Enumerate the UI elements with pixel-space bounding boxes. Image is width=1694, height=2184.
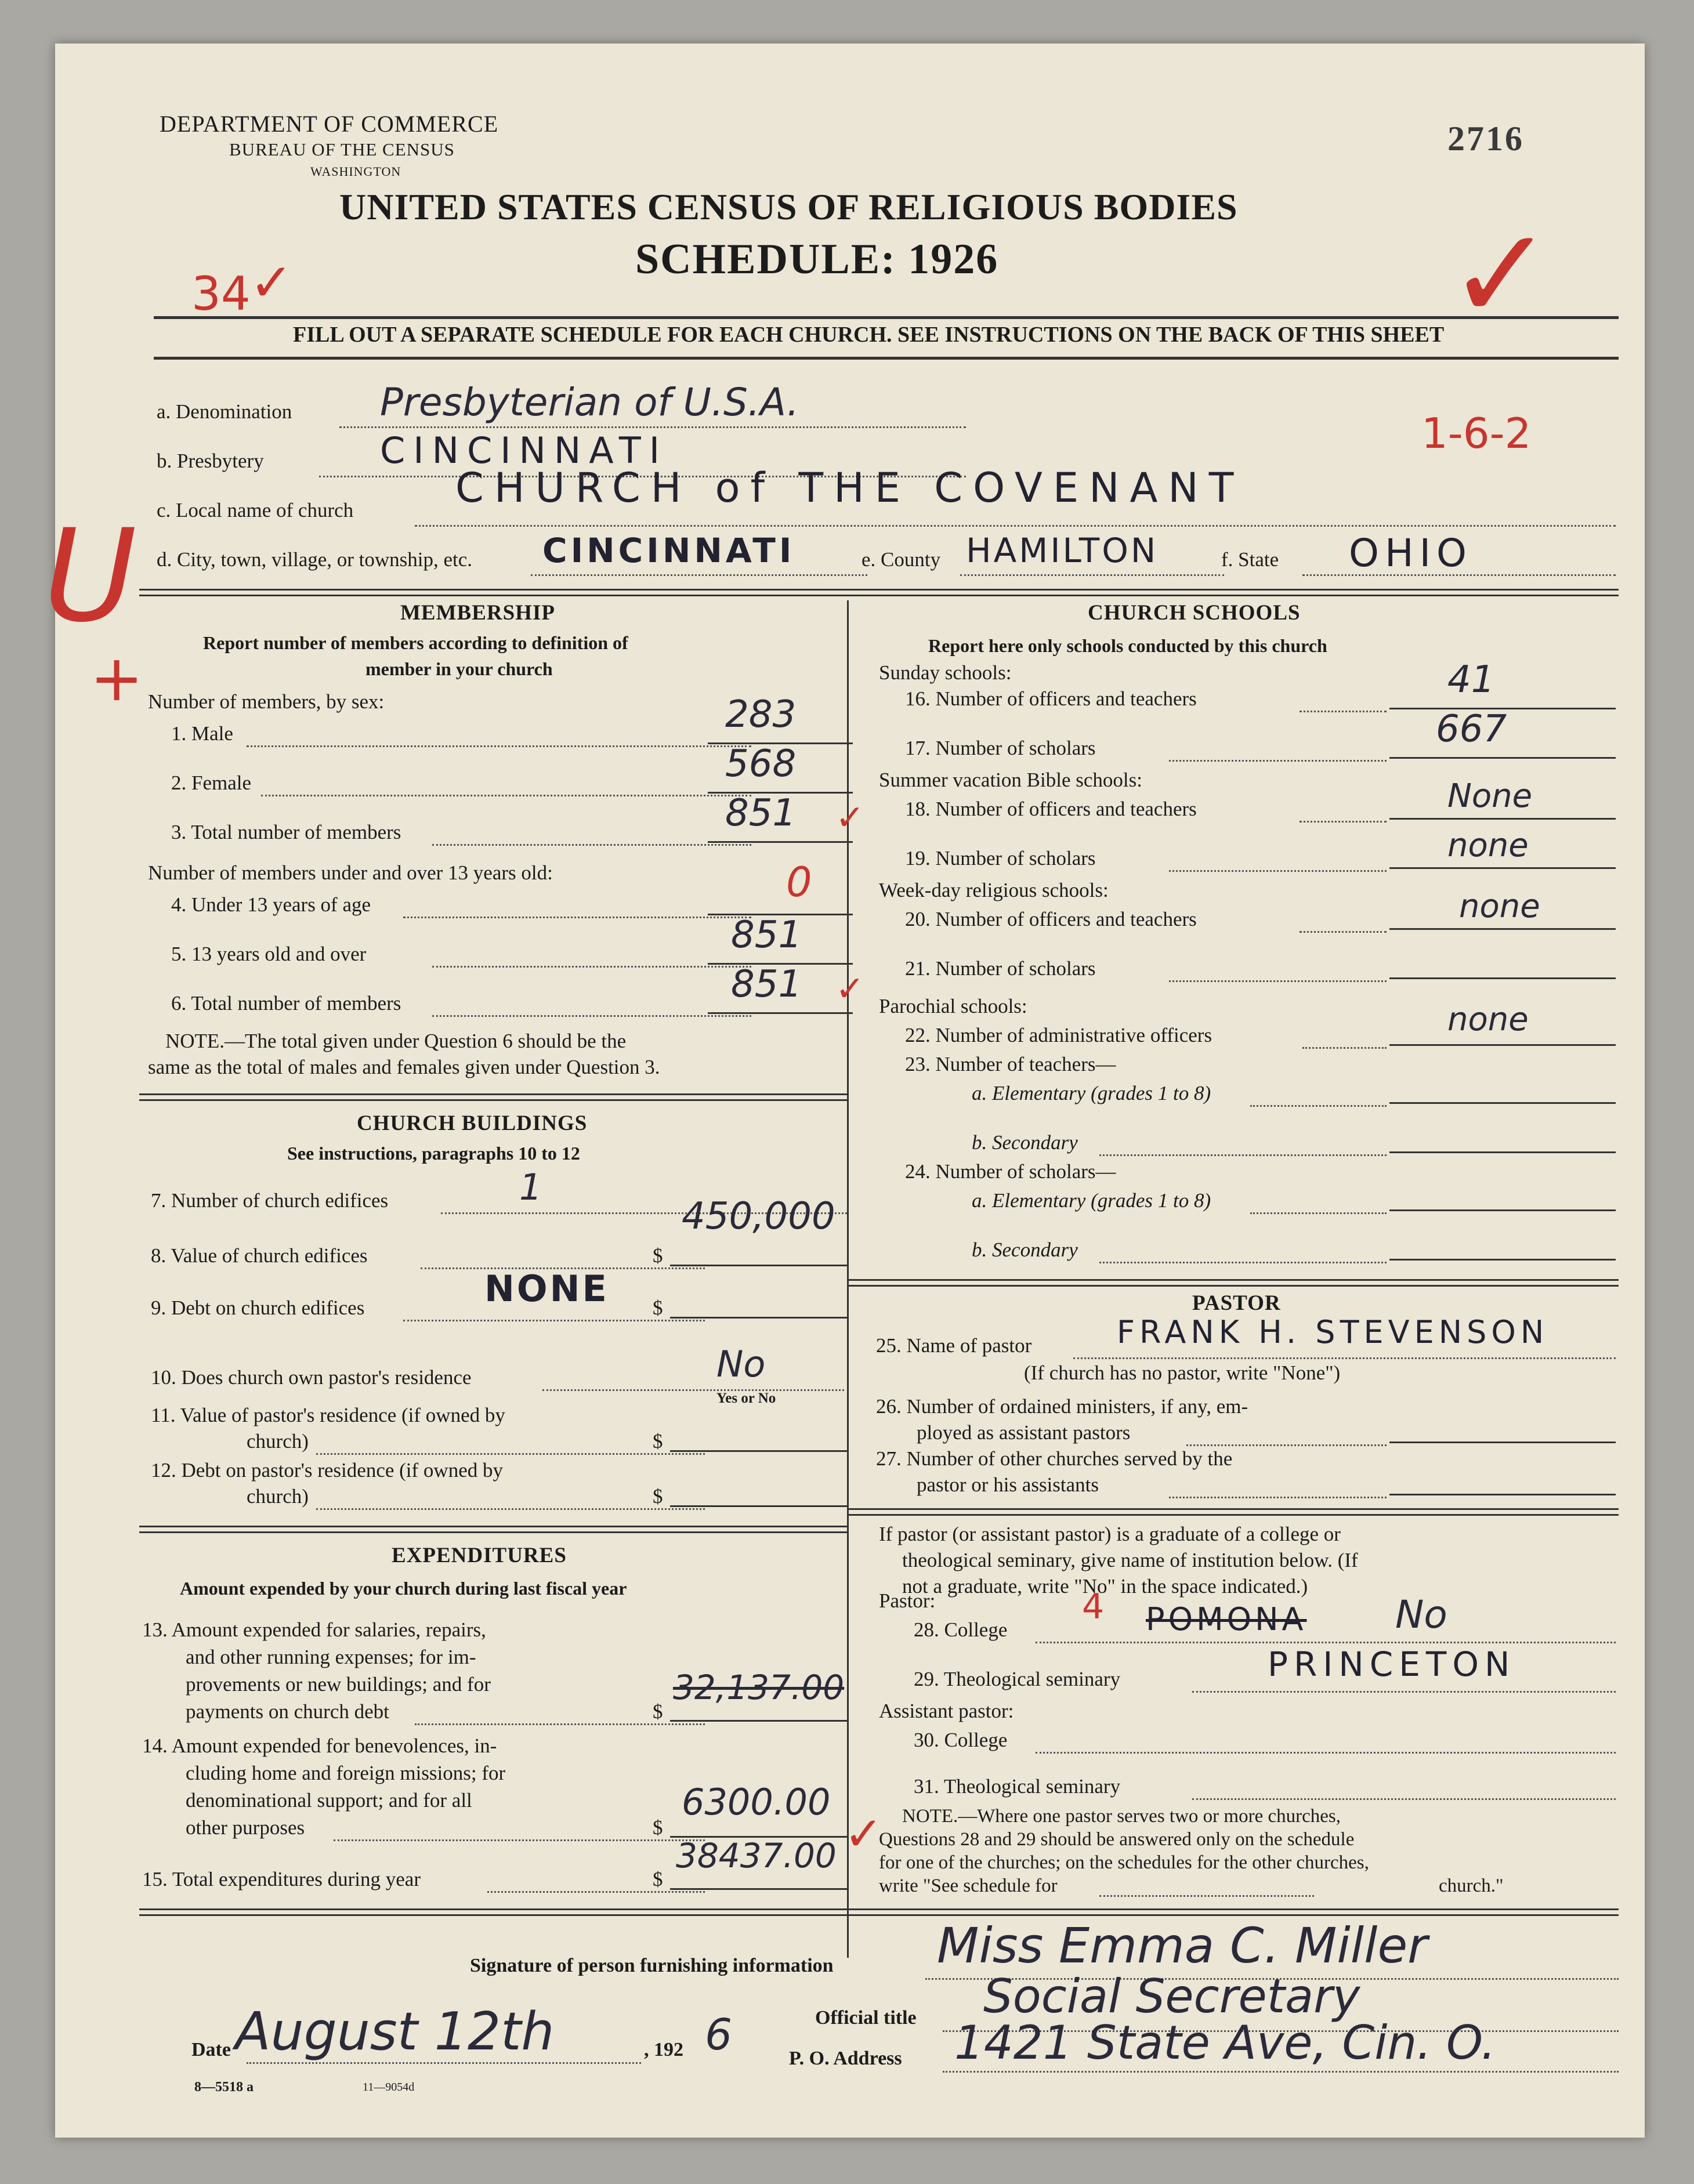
q31-label: 31. Theological seminary bbox=[914, 1775, 1121, 1798]
q14-label-2: cluding home and foreign missions; for bbox=[186, 1762, 506, 1784]
q7-value: 1 bbox=[519, 1166, 542, 1208]
red-big-check-icon: ✓ bbox=[1447, 200, 1555, 349]
q26-label-1: 26. Number of ordained ministers, if any, em- bbox=[876, 1395, 1248, 1418]
year-prefix: , 192 bbox=[644, 2039, 683, 2060]
pastor-note-2: Questions 28 and 29 should be answered only on the schedule bbox=[879, 1829, 1355, 1850]
q15-dollar: $ bbox=[653, 1868, 663, 1890]
value-denomination: Presbyterian of U.S.A. bbox=[380, 380, 799, 425]
q8-value: 450,000 bbox=[682, 1195, 835, 1238]
q16-label: 16. Number of officers and teachers bbox=[905, 687, 1197, 710]
q15-value: 38437.00 bbox=[676, 1836, 837, 1875]
form-number-1: 8—5518 a bbox=[194, 2080, 254, 2095]
members-by-sex-label: Number of members, by sex: bbox=[148, 690, 385, 713]
label-county: e. County bbox=[862, 548, 941, 571]
pastor-note-4: write "See schedule for bbox=[879, 1875, 1058, 1896]
membership-intro-2: member in your church bbox=[365, 658, 553, 679]
q13-dollar: $ bbox=[653, 1700, 663, 1723]
buildings-sub: See instructions, paragraphs 10 to 12 bbox=[287, 1143, 580, 1164]
red-check-icon: ✓ bbox=[249, 252, 294, 313]
red-check-icon: ✓ bbox=[844, 1807, 884, 1861]
q27-label-2: pastor or his assistants bbox=[917, 1473, 1099, 1496]
buildings-heading: CHURCH BUILDINGS bbox=[357, 1111, 588, 1135]
q22-value: none bbox=[1447, 1001, 1529, 1038]
pastor-heading: PASTOR bbox=[1192, 1291, 1281, 1315]
q16-value: 41 bbox=[1447, 658, 1495, 701]
membership-intro-1: Report number of members according to definition of bbox=[203, 632, 628, 653]
city-name: WASHINGTON bbox=[310, 164, 401, 179]
graduate-text-2: theological seminary, give name of institution below. (If bbox=[902, 1549, 1358, 1571]
q25-value: FRANK H. STEVENSON bbox=[1117, 1314, 1549, 1350]
q28-label: 28. College bbox=[914, 1618, 1008, 1641]
q29-value: PRINCETON bbox=[1268, 1645, 1516, 1684]
q23a-label: a. Elementary (grades 1 to 8) bbox=[972, 1082, 1211, 1104]
dept-name: DEPARTMENT OF COMMERCE bbox=[160, 111, 499, 137]
q2-label: 2. Female bbox=[171, 772, 252, 794]
q11-label-1: 11. Value of pastor's residence (if owned by bbox=[151, 1404, 505, 1426]
q8-dollar: $ bbox=[653, 1244, 663, 1267]
q24b-label: b. Secondary bbox=[972, 1238, 1078, 1261]
q14-label-3: denominational support; and for all bbox=[186, 1789, 472, 1812]
q28-struck-value: POMONA bbox=[1146, 1601, 1307, 1638]
schools-sub: Report here only schools conducted by this church bbox=[928, 635, 1327, 656]
q13-label-1: 13. Amount expended for salaries, repairs, bbox=[142, 1618, 486, 1641]
parochial-schools-label: Parochial schools: bbox=[879, 995, 1027, 1017]
q13-value: 32,137.00 bbox=[673, 1668, 845, 1707]
value-state: OHIO bbox=[1349, 531, 1472, 575]
q26-label-2: ployed as assistant pastors bbox=[917, 1421, 1131, 1444]
red-mark-u: U bbox=[44, 502, 137, 650]
red-check-icon: ✓ bbox=[835, 969, 865, 1009]
q13-label-3: provements or new buildings; and for bbox=[186, 1673, 491, 1696]
membership-note-1: NOTE.—The total given under Question 6 should be the bbox=[165, 1030, 627, 1052]
membership-heading: MEMBERSHIP bbox=[400, 601, 555, 625]
rule bbox=[154, 316, 1619, 319]
pastor-note-5: church." bbox=[1439, 1875, 1504, 1896]
expenditures-heading: EXPENDITURES bbox=[392, 1544, 567, 1567]
label-city: d. City, town, village, or township, etc. bbox=[157, 548, 473, 571]
expenditures-sub: Amount expended by your church during last fiscal year bbox=[180, 1578, 627, 1599]
q24a-label: a. Elementary (grades 1 to 8) bbox=[972, 1189, 1211, 1212]
pastor-note-1: NOTE.—Where one pastor serves two or more churches, bbox=[902, 1806, 1341, 1827]
membership-note-2: same as the total of males and females given under Question 3. bbox=[148, 1056, 660, 1078]
label-state: f. State bbox=[1221, 548, 1279, 571]
census-schedule-sheet bbox=[44, 44, 1645, 2138]
form-number-2: 11—9054d bbox=[363, 2081, 415, 2094]
official-title-value: Social Secretary bbox=[983, 1969, 1360, 2023]
label-local-name: c. Local name of church bbox=[157, 499, 354, 521]
q23-label: 23. Number of teachers— bbox=[905, 1053, 1116, 1075]
q9-label: 9. Debt on church edifices bbox=[151, 1296, 365, 1319]
q3-label: 3. Total number of members bbox=[171, 821, 401, 843]
q9-dollar: $ bbox=[653, 1296, 663, 1319]
po-address-value: 1421 State Ave, Cin. O. bbox=[954, 2016, 1496, 2070]
red-mark-34: 34 bbox=[191, 267, 251, 321]
q19-label: 19. Number of scholars bbox=[905, 847, 1096, 870]
q13-label-2: and other running expenses; for im- bbox=[186, 1646, 476, 1668]
label-denomination: a. Denomination bbox=[157, 400, 292, 423]
q5-label: 5. 13 years old and over bbox=[171, 943, 367, 965]
official-title-label: Official title bbox=[815, 2007, 917, 2029]
q27-label-1: 27. Number of other churches served by the bbox=[876, 1447, 1233, 1470]
label-presbytery: b. Presbytery bbox=[157, 450, 264, 472]
instruction-bar: FILL OUT A SEPARATE SCHEDULE FOR EACH CHURCH. SEE INSTRUCTIONS ON THE BACK OF THIS SHEET bbox=[293, 323, 1445, 347]
signature-label: Signature of person furnishing information bbox=[470, 1955, 834, 1976]
red-plus-icon: + bbox=[90, 641, 144, 715]
q2-value: 568 bbox=[725, 743, 797, 785]
sunday-schools-label: Sunday schools: bbox=[879, 661, 1012, 684]
q8-label: 8. Value of church edifices bbox=[151, 1244, 368, 1267]
q11-label-2: church) bbox=[247, 1430, 309, 1453]
q25-note: (If church has no pastor, write "None") bbox=[1024, 1361, 1341, 1384]
assistant-pastor-label: Assistant pastor: bbox=[879, 1700, 1014, 1722]
q11-dollar: $ bbox=[653, 1430, 663, 1453]
year-value: 6 bbox=[705, 2010, 733, 2060]
q12-label-2: church) bbox=[247, 1485, 309, 1508]
q4-value: 0 bbox=[786, 859, 812, 906]
schedule-title: SCHEDULE: 1926 bbox=[635, 236, 999, 283]
q24-label: 24. Number of scholars— bbox=[905, 1160, 1116, 1183]
q17-label: 17. Number of scholars bbox=[905, 737, 1096, 759]
red-check-icon: ✓ bbox=[835, 798, 865, 838]
pastor-note-3: for one of the churches; on the schedules for the other churches, bbox=[879, 1852, 1369, 1873]
q21-label: 21. Number of scholars bbox=[905, 957, 1096, 980]
po-address-label: P. O. Address bbox=[789, 2048, 902, 2069]
q14-label-4: other purposes bbox=[186, 1816, 305, 1839]
q22-label: 22. Number of administrative officers bbox=[905, 1024, 1212, 1046]
vacation-schools-label: Summer vacation Bible schools: bbox=[879, 769, 1142, 791]
schools-heading: CHURCH SCHOOLS bbox=[1088, 601, 1301, 625]
q23b-label: b. Secondary bbox=[972, 1131, 1078, 1154]
q25-label: 25. Name of pastor bbox=[876, 1334, 1032, 1357]
q20-value: none bbox=[1459, 888, 1540, 925]
form-title: UNITED STATES CENSUS OF RELIGIOUS BODIES bbox=[339, 186, 1238, 227]
q3-value: 851 bbox=[725, 792, 797, 835]
rule bbox=[154, 357, 1619, 360]
q18-value: None bbox=[1447, 777, 1533, 815]
q30-label: 30. College bbox=[914, 1729, 1008, 1751]
value-presbytery: CINCINNATI bbox=[380, 429, 668, 472]
q1-value: 283 bbox=[725, 693, 797, 736]
q14-value: 6300.00 bbox=[682, 1781, 831, 1823]
q13-label-4: payments on church debt bbox=[186, 1700, 389, 1723]
members-by-age-label: Number of members under and over 13 years old: bbox=[148, 861, 553, 884]
graduate-text-1: If pastor (or assistant pastor) is a graduate of a college or bbox=[879, 1523, 1341, 1545]
stamp-number: 2716 bbox=[1447, 119, 1524, 158]
value-city: CINCINNATI bbox=[542, 531, 795, 570]
q20-label: 20. Number of officers and teachers bbox=[905, 908, 1197, 930]
q29-label: 29. Theological seminary bbox=[914, 1668, 1121, 1690]
q18-label: 18. Number of officers and teachers bbox=[905, 798, 1197, 820]
q28-red-mark: 4 bbox=[1082, 1587, 1105, 1627]
date-value: August 12th bbox=[235, 2001, 555, 2062]
q12-label-1: 12. Debt on pastor's residence (if owned by bbox=[151, 1459, 503, 1482]
q7-label: 7. Number of church edifices bbox=[151, 1189, 389, 1212]
weekday-schools-label: Week-day religious schools: bbox=[879, 879, 1109, 901]
q6-value: 851 bbox=[731, 963, 802, 1006]
q15-label: 15. Total expenditures during year bbox=[142, 1868, 421, 1890]
q4-label: 4. Under 13 years of age bbox=[171, 893, 371, 916]
q10-value: No bbox=[716, 1343, 766, 1385]
q19-value: none bbox=[1447, 827, 1529, 864]
q14-label-1: 14. Amount expended for benevolences, in- bbox=[142, 1734, 497, 1757]
value-county: HAMILTON bbox=[966, 531, 1159, 570]
bureau-name: BUREAU OF THE CENSUS bbox=[229, 139, 455, 160]
red-mark-code: 1-6-2 bbox=[1421, 409, 1532, 458]
value-local-name: CHURCH of THE COVENANT bbox=[455, 464, 1244, 512]
pastor-sub-label: Pastor: bbox=[879, 1589, 936, 1612]
signature-value: Miss Emma C. Miller bbox=[937, 1917, 1428, 1974]
yes-or-no-hint: Yes or No bbox=[716, 1390, 776, 1406]
q9-value: NONE bbox=[484, 1267, 609, 1310]
q5-value: 851 bbox=[731, 914, 802, 957]
graduate-text-3: not a graduate, write "No" in the space indicated.) bbox=[902, 1575, 1308, 1598]
q12-dollar: $ bbox=[653, 1485, 663, 1508]
q1-label: 1. Male bbox=[171, 722, 233, 745]
q10-label: 10. Does church own pastor's residence bbox=[151, 1366, 472, 1389]
q14-dollar: $ bbox=[653, 1816, 663, 1839]
date-label: Date bbox=[191, 2039, 231, 2060]
q17-value: 667 bbox=[1436, 708, 1507, 751]
q28-value: No bbox=[1395, 1592, 1447, 1637]
q6-label: 6. Total number of members bbox=[171, 992, 401, 1015]
